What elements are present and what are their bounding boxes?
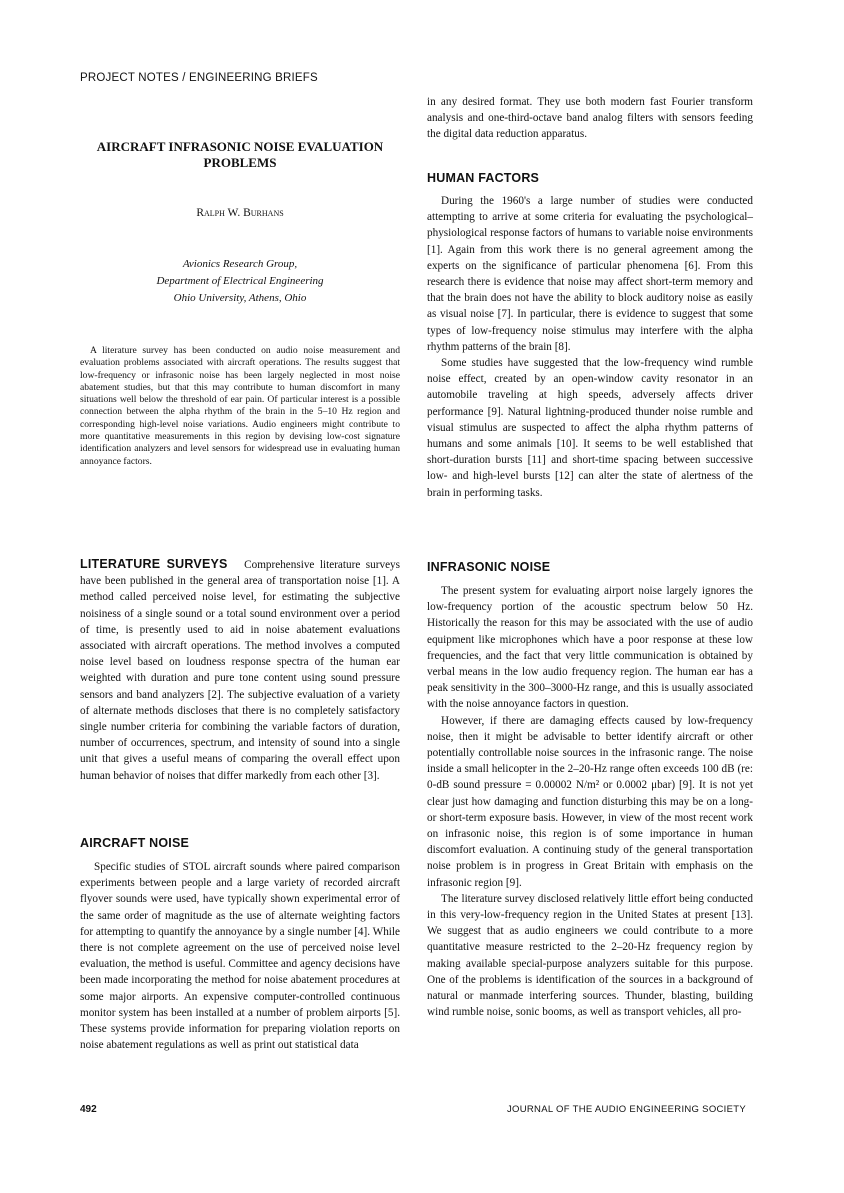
running-head: PROJECT NOTES / ENGINEERING BRIEFS xyxy=(80,72,318,84)
literature-paragraph xyxy=(80,556,400,784)
human-factors-heading: HUMAN FACTORS xyxy=(427,171,540,185)
affiliation xyxy=(80,256,400,307)
aircraft-noise-body: Specific studies of STOL aircraft sounds where paired comparison experiments between people and a large variety of recorded aircraft flyover sounds were used, have typically shown experimental error of the same order of magnitude as the use of alternate weighting factors for attempting to quantify the annoyance by a single number [4]. While there is not complete agreement on the use of perceived noise level evaluation, the method is useful. Committee and agency decisions have been made incorporating the method for noise abatement procedures at some major airports. An expensive computer-controlled continuous monitor system has been installed at a number of problem airports [5]. These systems provide information for preparing violation reports on noise abatement regulations as well as print out statistical data xyxy=(80,861,400,1052)
infrasonic-p2: However, if there are damaging effects caused by low-frequency noise, then it might be advisable to better identify aircraft or other potentially controllable noise sources in the infrasonic range. The noise inside a small helicopter in the 2–20-Hz range often exceeds 100 dB (re: 0-dB sound pressure = 0.00002 N/m² or 0.0002 μbar) [9]. It is not yet clear just how damaging and function disturbing this may be on a long- or short-term exposure basis. However, in view of the most recent work on infrasonic noise, this region is of some importance in human discomfort evaluation. A continuing study of the general transportation noise problem is in progress in Great Britain with emphasis on the infrasonic region [9]. xyxy=(427,714,753,889)
literature-heading: LITERATURE SURVEYS xyxy=(80,557,228,571)
infrasonic-noise-heading: INFRASONIC NOISE xyxy=(427,560,551,574)
human-factors-section xyxy=(427,193,753,501)
abstract-text: A literature survey has been conducted on audio noise measurement and evaluation problems associated with aircraft operations. The results suggest that low-frequency or infrasonic noise has been largely neglected in most noise abatement studies, but that this may contribute to human discomfort in many situations well below the threshold of ear pain. Of particular interest is a possible connection between the alpha rhythm of the brain in the 5–10 Hz region and corresponding high-level noise variations. Audio engineers might contribute to more quantitative measurements in this region by devising low-cost signature identification analyzers and level sensors for widespread use in evaluating human annoyance factors. xyxy=(80,345,400,467)
literature-body: Comprehensive literature surveys have been published in the general area of transportation noise [1]. A method called perceived noise level, for estimating the subjective noisiness of a single sound or a total sound environment over a period of time, is presently used to aid in noise abatement evaluations associated with aircraft operations. The method involves a computed noise level based on loudness response spectra of the human ear weighted with duration and pure tone content using sound pressure sensors and band analyzers [2]. The subjective evaluation of a variety of alternate methods discloses that there is no completely satisfactory single number criteria for combining the variable factors of duration, number of occurrences, spectrum, and intensity of sound into a single unit that gives a useful means of comparing the overall effect upon human behavior of noises that differ markedly from each other [3]. xyxy=(80,559,400,782)
aircraft-noise-continuation xyxy=(427,94,753,143)
continuation-text: in any desired format. They use both modern fast Fourier transform analysis and one-third-octave band analog filters with sensors feeding the digital data reduction apparatus. xyxy=(427,96,753,141)
aircraft-noise-heading: AIRCRAFT NOISE xyxy=(80,836,190,850)
page-number: 492 xyxy=(80,1104,97,1115)
infrasonic-noise-section xyxy=(427,583,753,1020)
infrasonic-p3: The literature survey disclosed relatively little effort being conducted in this very-low-frequency region in the United States at present [13]. We suggest that as audio engineers we could contribute to a more quantitative measure restricted to the 2–20-Hz frequency region by making available special-purpose analyzers suitable for this purpose. One of the problems is identification of the sources in a background of natural or manmade interfering sources. Thunder, blasting, building wind rumble noise, sonic booms, as well as transport vehicles, all pro- xyxy=(427,892,753,1019)
article-title xyxy=(80,139,400,171)
literature-surveys-section xyxy=(80,556,400,784)
affiliation-line-1: Avionics Research Group, xyxy=(182,258,298,270)
aircraft-noise-section xyxy=(80,859,400,1053)
human-factors-p1: During the 1960's a large number of studies were conducted attempting to arrive at some criteria for evaluating the psychological–physiological response factors of humans to variable noise environments [1]. Again from this work there is no general agreement among the experts on the significance of particular phenomena [6]. From this research there is evidence that noise may affect short-term memory and that the brain does not have the ability to block auditory noise as easily as visual noise [7]. In particular, there is evidence to suggest that some types of low-frequency noise stimulus may interfere with the alpha rhythm patterns of the brain [8]. xyxy=(427,195,753,353)
title-line-2: PROBLEMS xyxy=(203,155,277,170)
affiliation-line-2: Department of Electrical Engineering xyxy=(156,275,324,287)
human-factors-p2: Some studies have suggested that the low-frequency wind rumble noise effect, created by an open-window cavity resonator in an automobile traveling at high speeds, adversely affects driver performance [9]. Natural lightning-produced thunder noise rumble and visual stimulus are suspected to affect the alpha rhythm patterns of humans and some animals [10]. It seems to be well established that short-duration bursts [11] and short-time spacing between successive low- and high-level bursts [12] can alter the state of alertness of the brain in performing tasks. xyxy=(427,357,753,499)
title-line-1: AIRCRAFT INFRASONIC NOISE EVALUATION xyxy=(96,139,384,154)
abstract xyxy=(80,345,400,468)
author-name: Ralph W. Burhans xyxy=(196,207,284,219)
affiliation-line-3: Ohio University, Athens, Ohio xyxy=(173,292,307,304)
journal-name: JOURNAL OF THE AUDIO ENGINEERING SOCIETY xyxy=(507,1104,746,1115)
infrasonic-p1: The present system for evaluating airport noise largely ignores the low-frequency portion of the acoustic spectrum below 50 Hz. Historically the reason for this may be associated with the use of audio equipment like microphones which have a poor response at these low frequencies, and the fact that very little communication is obtained by verbal means in the low audio frequency region. The human ear has a peak sensitivity in the 300–3000-Hz range, and this is usually associated with the noise annoyance factors in question. xyxy=(427,585,753,711)
